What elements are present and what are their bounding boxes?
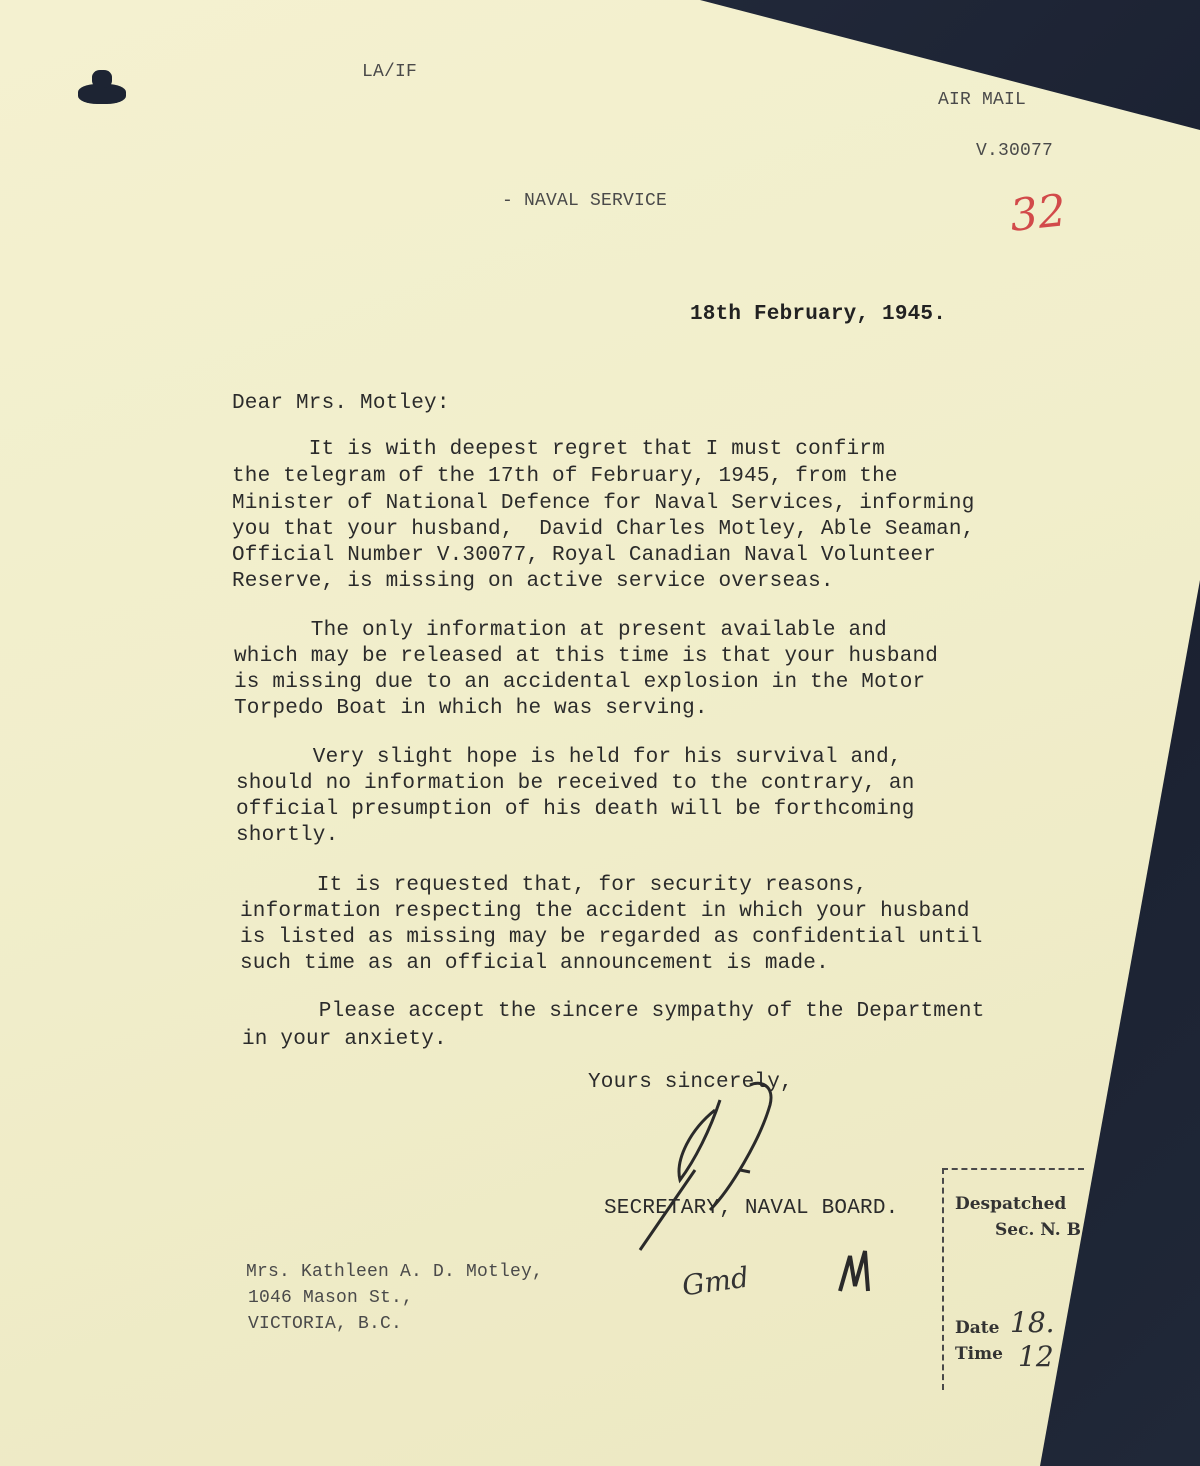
- paragraph-line: which may be released at this time is that your husband: [234, 645, 939, 668]
- salutation: Dear Mrs. Motley:: [232, 392, 450, 415]
- paragraph-line: should no information be received to the contrary, an: [236, 772, 915, 795]
- paragraph-line: Reserve, is missing on active service overseas.: [232, 570, 834, 593]
- handwritten-initials: Gmd: [680, 1260, 751, 1303]
- mail-type: AIR MAIL: [938, 90, 1027, 110]
- paragraph-line: The only information at present available and: [234, 619, 887, 642]
- stamp-section: Sec. N. B: [995, 1220, 1081, 1240]
- signature-mark: [600, 1060, 800, 1260]
- paragraph-line: Official Number V.30077, Royal Canadian Naval Volunteer: [232, 544, 937, 567]
- recipient-city: VICTORIA, B.C.: [248, 1314, 403, 1334]
- handwritten-mark: [830, 1236, 890, 1296]
- department-heading: - NAVAL SERVICE: [502, 191, 668, 211]
- file-number: V.30077: [976, 141, 1054, 161]
- stamp-time-value: 12: [1018, 1340, 1054, 1373]
- paragraph-line: It is requested that, for security reasons,: [240, 874, 868, 897]
- stamp-date-value: 18.: [1010, 1306, 1055, 1339]
- stamp-time-label: Time: [955, 1344, 1003, 1364]
- paragraph-line: you that your husband, David Charles Motley, Able Seaman,: [232, 518, 975, 541]
- paragraph-line: Minister of National Defence for Naval Services, informing: [232, 492, 975, 515]
- recipient-name: Mrs. Kathleen A. D. Motley,: [246, 1262, 544, 1282]
- paragraph-line: such time as an official announcement is made.: [240, 952, 829, 975]
- reference-code: LA/IF: [362, 62, 418, 82]
- paragraph-line: It is with deepest regret that I must confirm: [232, 438, 885, 461]
- paragraph-line: Very slight hope is held for his survival and,: [236, 746, 902, 769]
- paragraph-line: in your anxiety.: [242, 1028, 447, 1051]
- paragraph-line: information respecting the accident in which your husband: [240, 900, 970, 923]
- paragraph-line: shortly.: [236, 824, 339, 847]
- paragraph-line: is listed as missing may be regarded as confidential until: [240, 926, 983, 949]
- page-number: 32: [1007, 185, 1069, 242]
- paragraph-line: is missing due to an accidental explosion in the Motor: [234, 671, 926, 694]
- recipient-street: 1046 Mason St.,: [248, 1288, 414, 1308]
- paragraph-line: Torpedo Boat in which he was serving.: [234, 697, 708, 720]
- torn-hole: [92, 70, 112, 88]
- stamp-despatched: Despatched: [955, 1194, 1067, 1214]
- paragraph-line: the telegram of the 17th of February, 1945, from the: [232, 465, 898, 488]
- letter-date: 18th February, 1945.: [690, 303, 947, 326]
- signatory-title: SECRETARY, NAVAL BOARD.: [604, 1197, 899, 1220]
- stamp-date-label: Date: [955, 1318, 1000, 1338]
- paragraph-line: official presumption of his death will be forthcoming: [236, 798, 915, 821]
- closing: Yours sincerely,: [588, 1071, 793, 1094]
- paragraph-line: Please accept the sincere sympathy of the Department: [242, 1000, 985, 1023]
